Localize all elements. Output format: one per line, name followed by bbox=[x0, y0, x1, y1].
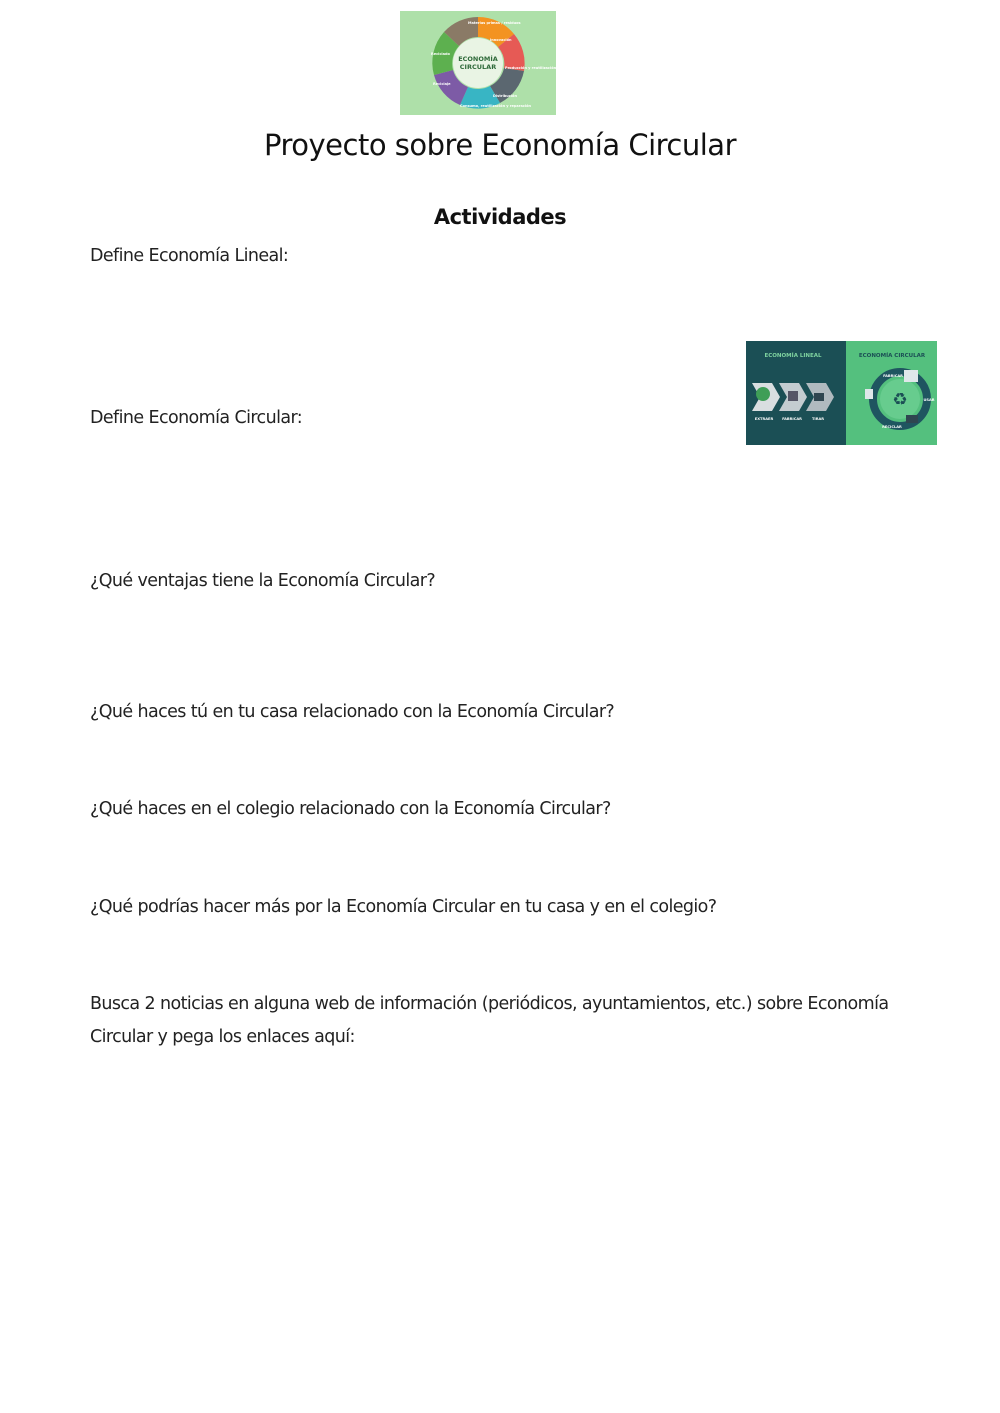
segment-label: Consumo, reutilización y reparación bbox=[460, 104, 532, 108]
circular-title: ECONOMÍA CIRCULAR bbox=[858, 353, 926, 359]
question-home: ¿Qué haces tú en tu casa relacionado con la Economía Circular? bbox=[90, 702, 615, 722]
section-heading: Actividades bbox=[433, 205, 567, 229]
question-circular-economy: Define Economía Circular: bbox=[90, 408, 303, 428]
circular-step: FABRICAR bbox=[883, 374, 903, 378]
question-advantages: ¿Qué ventajas tiene la Economía Circular? bbox=[90, 571, 436, 591]
page-title: Proyecto sobre Economía Circular bbox=[264, 128, 736, 162]
recycle-icon: ♻ bbox=[892, 390, 908, 410]
linear-step: TIRAR bbox=[811, 417, 825, 421]
segment-label: Reciclado bbox=[431, 52, 450, 56]
question-improve: ¿Qué podrías hacer más por la Economía Circular en tu casa y en el colegio? bbox=[90, 897, 717, 917]
circular-step: USAR bbox=[923, 398, 935, 402]
linear-vs-circular-image bbox=[746, 341, 937, 445]
linear-step: EXTRAER bbox=[754, 417, 774, 421]
question-school: ¿Qué haces en el colegio relacionado con la Economía Circular? bbox=[90, 799, 611, 819]
segment-label: Materias primas / residuos bbox=[468, 21, 521, 25]
circular-cycle bbox=[873, 372, 927, 426]
segment-label: Innovación bbox=[490, 38, 512, 42]
circular-step: RECICLAR bbox=[882, 425, 902, 429]
segment-label: Producción y reutilización bbox=[505, 66, 556, 70]
segment-label: Distribución bbox=[493, 94, 517, 98]
linear-arrows bbox=[752, 383, 834, 411]
linear-title: ECONOMÍA LINEAL bbox=[764, 353, 822, 359]
infographic-center-label-1: ECONOMÍA bbox=[458, 55, 498, 63]
circular-economy-infographic bbox=[400, 11, 556, 115]
segment-label: Reciclaje bbox=[433, 82, 451, 86]
linear-step: FABRICAR bbox=[782, 417, 802, 421]
question-news-links: Busca 2 noticias en alguna web de información (periódicos, ayuntamientos, etc.) sobre Economía Circular y pega los enlaces aquí: bbox=[90, 994, 889, 1047]
question-linear-economy: Define Economía Lineal: bbox=[90, 246, 289, 266]
infographic-center-label-2: CIRCULAR bbox=[459, 63, 497, 71]
